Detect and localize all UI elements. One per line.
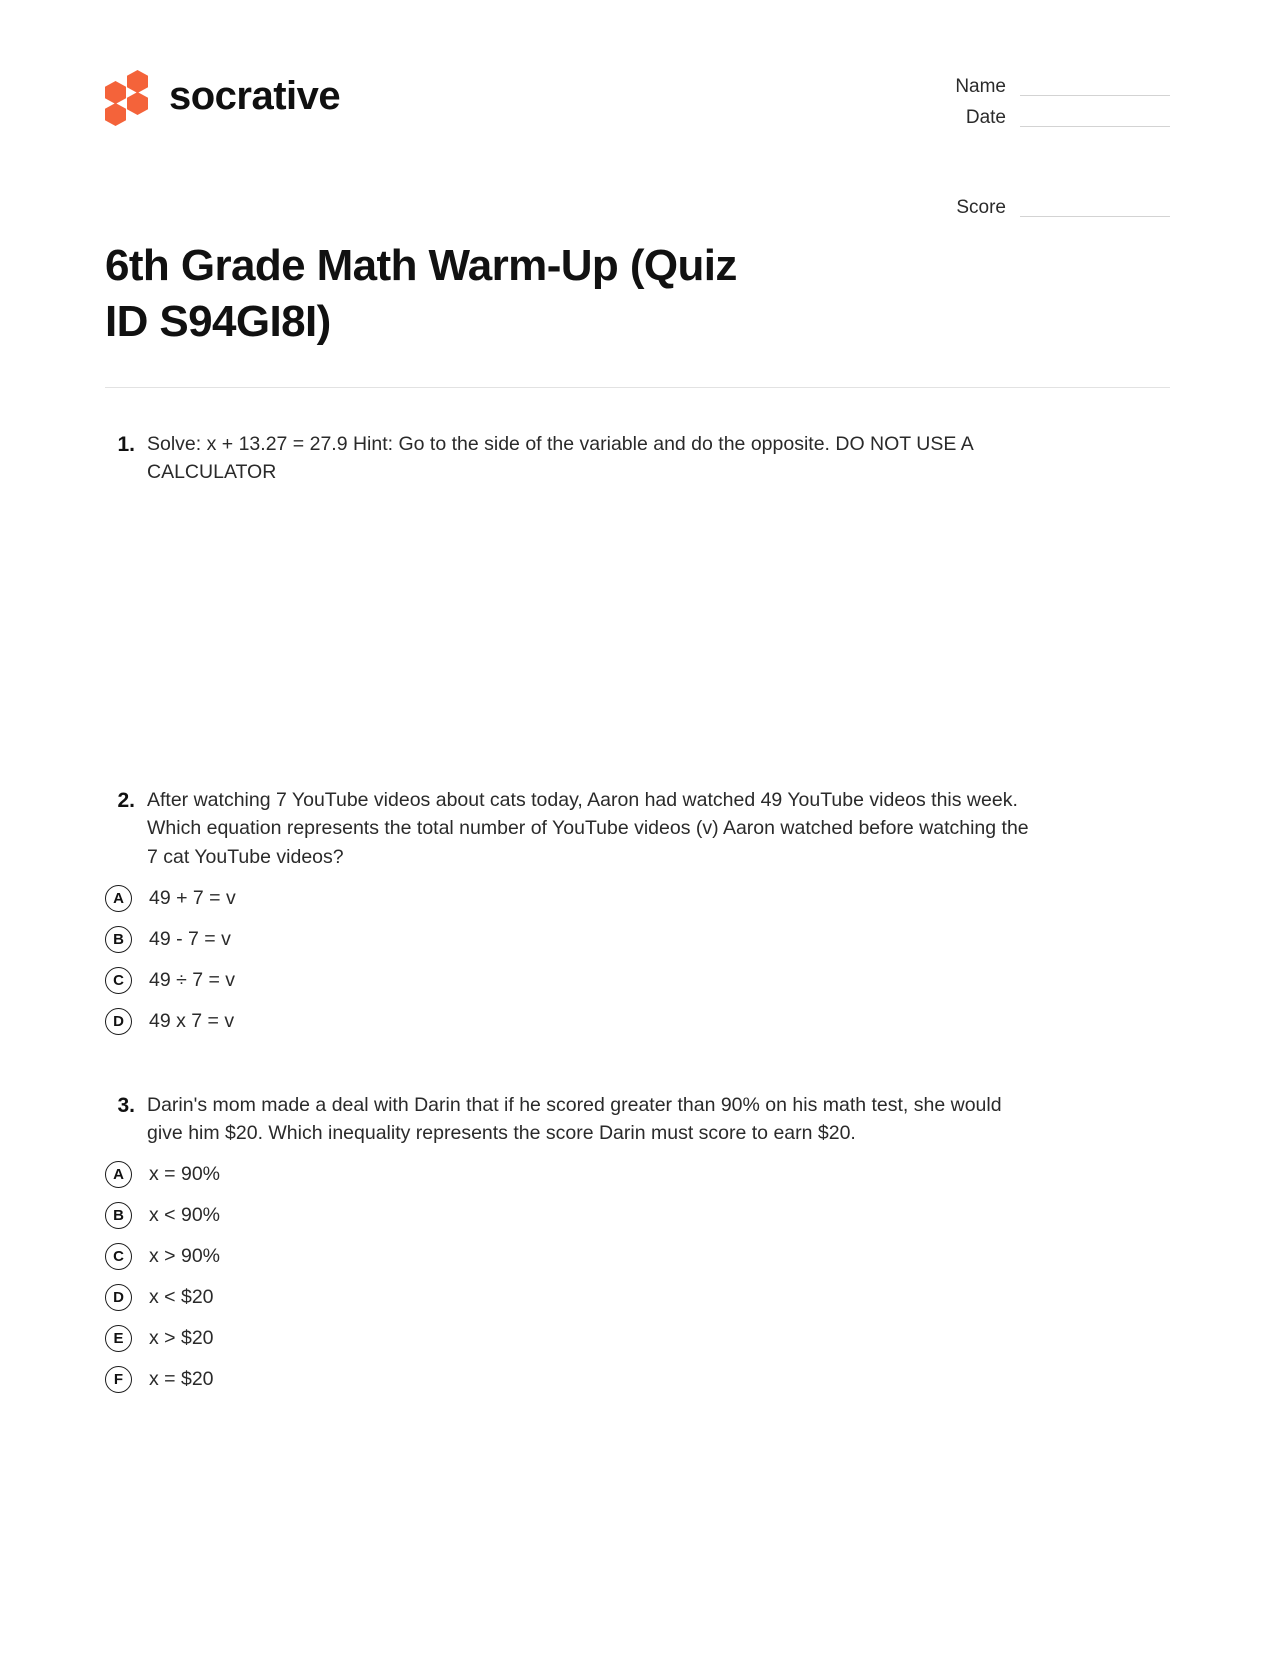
name-field-input[interactable] <box>1020 76 1170 96</box>
option-text: x < 90% <box>149 1204 221 1227</box>
question-number: 3. <box>117 1093 135 1117</box>
student-info-fields <box>925 62 1170 228</box>
option-text: x > 90% <box>149 1245 221 1268</box>
option-text: 49 - 7 = v <box>149 927 231 950</box>
question-text: Darin's mom made a deal with Darin that if he scored greater than 90% on his math test, she would give him $20. Which inequality represents the score Darin must score to earn $20. <box>147 1093 1002 1145</box>
date-field-label: Date <box>965 107 1006 128</box>
answer-option[interactable] <box>105 1008 1170 1035</box>
question-number: 2. <box>117 789 135 813</box>
socrative-logo <box>105 62 340 122</box>
name-field-row <box>925 76 1170 96</box>
answer-option[interactable] <box>105 926 1170 953</box>
option-text: x > $20 <box>149 1327 214 1350</box>
option-text: 49 ÷ 7 = v <box>149 968 236 991</box>
question-body <box>113 786 1170 1049</box>
hexagon-icon <box>105 81 126 104</box>
option-bubble-a[interactable]: A <box>105 885 132 912</box>
question-body <box>147 430 1170 787</box>
brand-name: socrative <box>169 74 341 118</box>
question-text: Solve: x + 13.27 = 27.9 Hint: Go to the side of the variable and do the opposite. DO NOT USE A CALCULATOR <box>147 432 973 483</box>
question-text: After watching 7 YouTube videos about cats today, Aaron had watched 49 YouTube videos this week. Which equation represents the total number of YouTube videos (v) Aaron watched before watching the 7 cat YouTube videos? <box>147 789 1029 868</box>
question-item <box>105 786 1170 1049</box>
answer-option[interactable] <box>105 1243 1170 1270</box>
score-field-row <box>925 197 1170 217</box>
option-bubble-a[interactable]: A <box>105 1161 132 1188</box>
answer-option[interactable] <box>105 1325 1170 1352</box>
spacer <box>105 388 1170 430</box>
answer-options <box>113 885 1170 1035</box>
answer-option[interactable] <box>105 1366 1170 1393</box>
answer-option[interactable] <box>105 967 1170 994</box>
questions-list <box>0 388 1275 1408</box>
answer-option[interactable] <box>105 1284 1170 1311</box>
option-text: x = $20 <box>149 1368 214 1391</box>
title-block <box>0 228 880 351</box>
spacer <box>105 1049 1170 1091</box>
option-bubble-c[interactable]: C <box>105 967 132 994</box>
option-bubble-c[interactable]: C <box>105 1243 132 1270</box>
question-number: 1. <box>117 432 135 456</box>
option-bubble-b[interactable]: B <box>105 1202 132 1229</box>
option-bubble-d[interactable]: D <box>105 1008 132 1035</box>
hexagon-icon <box>127 70 148 93</box>
option-bubble-e[interactable]: E <box>105 1325 132 1352</box>
name-field-label: Name <box>955 76 1006 97</box>
option-text: x < $20 <box>149 1286 214 1309</box>
option-bubble-f[interactable]: F <box>105 1366 132 1393</box>
option-text: x = 90% <box>149 1163 221 1186</box>
date-field-input[interactable] <box>1020 107 1170 127</box>
page-header <box>0 0 1275 228</box>
option-bubble-d[interactable]: D <box>105 1284 132 1311</box>
socrative-hexagons-icon <box>105 70 155 122</box>
answer-options <box>113 1161 1170 1393</box>
question-item <box>105 1091 1170 1408</box>
question-item <box>105 430 1170 787</box>
answer-option[interactable] <box>105 1161 1170 1188</box>
page-title: 6th Grade Math Warm-Up (Quiz ID S94GI8I) <box>105 241 737 347</box>
score-field-label: Score <box>956 197 1006 218</box>
answer-option[interactable] <box>105 885 1170 912</box>
hexagon-icon <box>127 92 148 115</box>
option-bubble-b[interactable]: B <box>105 926 132 953</box>
question-body <box>113 1091 1170 1408</box>
option-text: 49 + 7 = v <box>149 886 236 909</box>
free-response-answer-space[interactable] <box>147 486 1170 786</box>
option-text: 49 x 7 = v <box>149 1009 235 1032</box>
score-field-input[interactable] <box>1020 197 1170 217</box>
answer-option[interactable] <box>105 1202 1170 1229</box>
date-field-row <box>925 107 1170 127</box>
hexagon-icon <box>105 103 126 126</box>
